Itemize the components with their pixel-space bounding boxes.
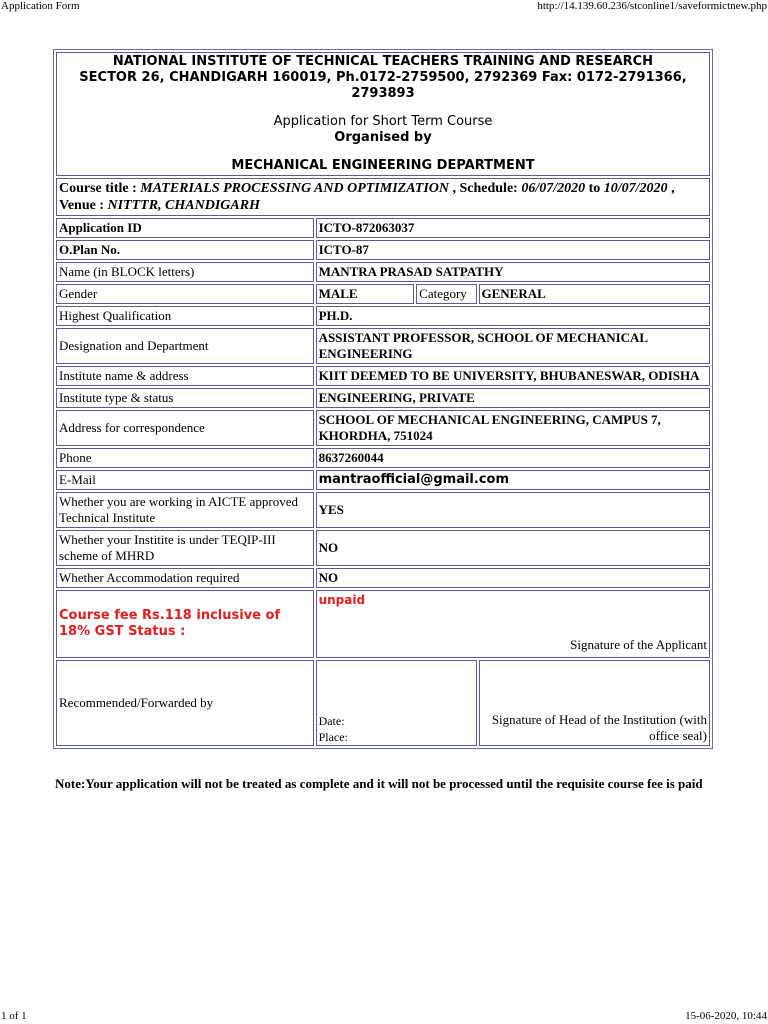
gender-label: Gender	[56, 284, 314, 304]
course-title: MATERIALS PROCESSING AND OPTIMIZATION	[140, 181, 449, 196]
page-number: 1 of 1	[1, 1010, 27, 1022]
institute-value: KIIT DEEMED TO BE UNIVERSITY, BHUBANESWAR, ODISHA	[316, 366, 710, 386]
name-label: Name (in BLOCK letters)	[56, 262, 314, 282]
course-info: Course title : MATERIALS PROCESSING AND OPTIMIZATION , Schedule: 06/07/2020 to 10/07/2020 , Venue : NITTTR, CHANDIGARH	[56, 178, 710, 216]
row-name	[56, 262, 710, 282]
course-end: 10/07/2020	[603, 181, 668, 196]
row-email	[56, 470, 710, 490]
teqip-label: Whether your Institite is under TEQIP-III scheme of MHRD	[56, 530, 314, 566]
row-recommend	[56, 660, 710, 746]
category-label: Category	[416, 284, 476, 304]
row-aicte	[56, 492, 710, 528]
designation-label: Designation and Department	[56, 328, 314, 364]
phone-label: Phone	[56, 448, 314, 468]
address-value: SCHOOL OF MECHANICAL ENGINEERING, CAMPUS 7, KHORDHA, 751024	[316, 410, 710, 446]
course-venue: NITTTR, CHANDIGARH	[107, 198, 260, 213]
print-datetime: 15-06-2020, 10:44	[685, 1010, 767, 1022]
applicant-signature-label: Signature of the Applicant	[570, 637, 707, 652]
print-footer	[0, 1008, 768, 1024]
head-signature-label: Signature of Head of the Institution (with office seal)	[491, 712, 707, 743]
department-name: MECHANICAL ENGINEERING DEPARTMENT	[231, 158, 535, 173]
app-id-label: Application ID	[56, 218, 314, 238]
print-url: http://14.139.60.236/stconline1/saveformictnew.php	[537, 0, 767, 12]
address-label: Address for correspondence	[56, 410, 314, 446]
row-gender	[56, 284, 710, 304]
qualification-label: Highest Qualification	[56, 306, 314, 326]
row-phone	[56, 448, 710, 468]
institute-address: SECTOR 26, CHANDIGARH 160019, Ph.0172-2759500, 2792369 Fax: 0172-2791366, 2793893	[79, 70, 687, 101]
oplan-label: O.Plan No.	[56, 240, 314, 260]
email-value: mantraofficial@gmail.com	[316, 470, 710, 490]
head-signature-cell	[479, 660, 710, 746]
application-form	[53, 49, 713, 749]
form-table	[53, 49, 713, 749]
institute-type-value: ENGINEERING, PRIVATE	[316, 388, 710, 408]
institute-name: NATIONAL INSTITUTE OF TECHNICAL TEACHERS TRAINING AND RESEARCH	[112, 54, 654, 69]
note: Note:Your application will not be treated as complete and it will not be processed until the requisite course fee is paid	[55, 776, 703, 791]
email-label: E-Mail	[56, 470, 314, 490]
aicte-label: Whether you are working in AICTE approved Technical Institute	[56, 492, 314, 528]
category-value: GENERAL	[479, 284, 710, 304]
phone-value: 8637260044	[316, 448, 710, 468]
row-teqip	[56, 530, 710, 566]
fee-status: unpaid	[318, 593, 366, 607]
print-header	[0, 0, 768, 14]
row-oplan	[56, 240, 710, 260]
institute-label: Institute name & address	[56, 366, 314, 386]
teqip-value: NO	[316, 530, 710, 566]
print-title: Application Form	[1, 0, 80, 12]
row-address	[56, 410, 710, 446]
designation-value: ASSISTANT PROFESSOR, SCHOOL OF MECHANICAL ENGINEERING	[316, 328, 710, 364]
row-qualification	[56, 306, 710, 326]
course-start: 06/07/2020	[521, 181, 586, 196]
date-label: Date:	[318, 714, 345, 728]
qualification-value: PH.D.	[316, 306, 710, 326]
recommend-label: Recommended/Forwarded by	[56, 660, 314, 746]
accommodation-value: NO	[316, 568, 710, 588]
place-label: Place:	[318, 730, 348, 744]
form-title: Application for Short Term Course	[273, 114, 493, 129]
form-header	[56, 52, 710, 176]
row-institute-type	[56, 388, 710, 408]
fee-label: Course fee Rs.118 inclusive of 18% GST Status :	[56, 590, 314, 658]
row-institute	[56, 366, 710, 386]
row-accommodation	[56, 568, 710, 588]
fee-cell	[316, 590, 710, 658]
row-app-id	[56, 218, 710, 238]
name-value: MANTRA PRASAD SATPATHY	[316, 262, 710, 282]
app-id-value: ICTO-872063037	[316, 218, 710, 238]
row-fee	[56, 590, 710, 658]
row-designation	[56, 328, 710, 364]
gender-value: MALE	[316, 284, 415, 304]
institute-type-label: Institute type & status	[56, 388, 314, 408]
date-place-cell	[316, 660, 477, 746]
organised-by: Organised by	[334, 130, 432, 145]
oplan-value: ICTO-87	[316, 240, 710, 260]
aicte-value: YES	[316, 492, 710, 528]
accommodation-label: Whether Accommodation required	[56, 568, 314, 588]
